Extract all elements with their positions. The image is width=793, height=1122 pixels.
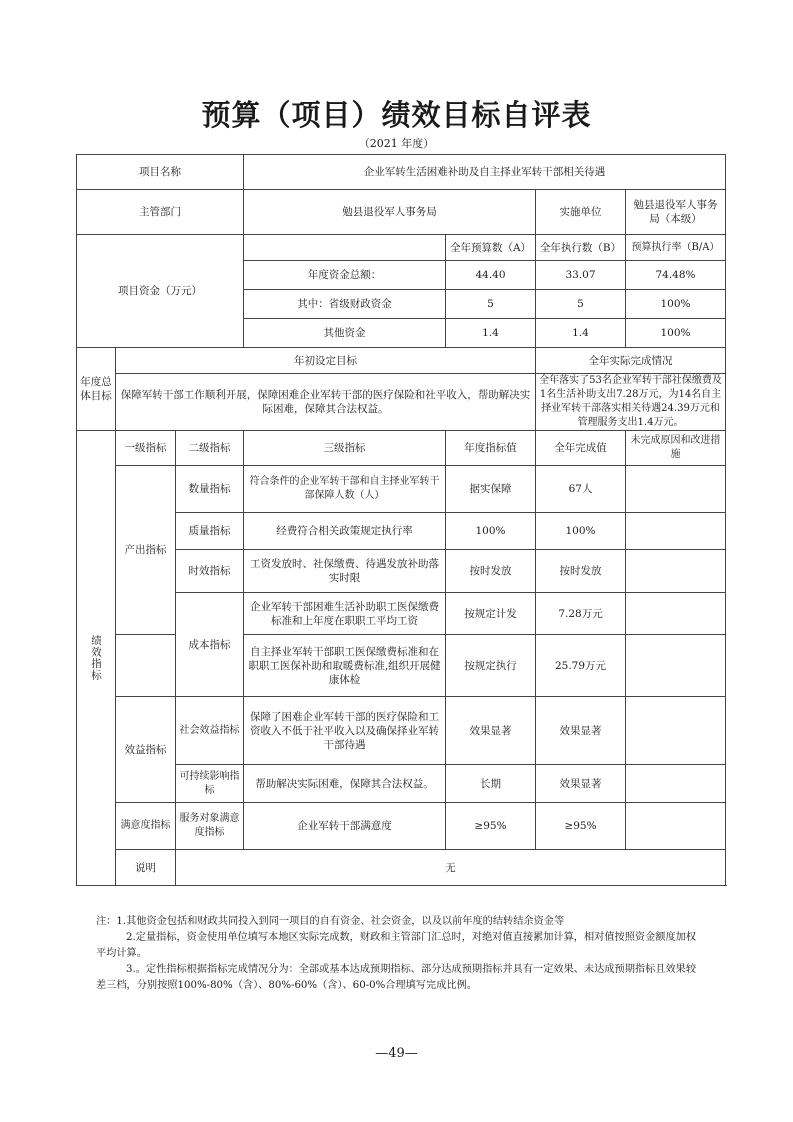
project-name-value: 企业军转生活困难补助及自主择业军转干部相关待遇: [244, 155, 726, 190]
quantity-desc: 符合条件的企业军转干部和自主择业军转干部保障人数（人）: [244, 466, 446, 513]
self-evaluation-table: [76, 154, 726, 886]
social-label: 社会效益指标: [176, 697, 244, 765]
social-target: 效果显著: [446, 697, 536, 765]
quantity-actual: 67人: [536, 466, 626, 513]
sustain-reason: [626, 765, 726, 803]
satisfy-desc: 企业军转干部满意度: [244, 803, 446, 850]
cost1-reason: [626, 593, 726, 635]
header-actual: 全年完成值: [536, 431, 626, 466]
annual-goal-label: 年度总体目标: [77, 348, 116, 431]
funds-row-rate: 74.48%: [626, 261, 726, 290]
goal-set-text: 保障军转干部工作顺利开展，保障困难企业军转干部的医疗保险和社平收入，帮助解决实际困难，保障其合法权益。: [116, 374, 536, 431]
sustain-actual: 效果显著: [536, 765, 626, 803]
satisfy-actual: ≥95%: [536, 803, 626, 850]
goal-actual-text: 全年落实了53名企业军转干部社保缴费及1名生活补助支出7.28万元，为14名自主择业军转干部落实相关待遇24.39万元和管理服务支出1.4万元。: [536, 374, 726, 431]
dept-label: 主管部门: [77, 190, 244, 235]
funds-row-a: 1.4: [446, 319, 536, 348]
timeliness-target: 按时发放: [446, 550, 536, 593]
sustain-target: 长期: [446, 765, 536, 803]
quality-actual: 100%: [536, 513, 626, 550]
header-level3: 三级指标: [244, 431, 446, 466]
cost2-desc: 自主择业军转干部职工医保缴费标准和在职职工医保补助和取暖费标准,组织开展健康体检: [244, 635, 446, 697]
satisfaction-indicator-label: 满意度指标: [116, 803, 176, 850]
social-actual: 效果显著: [536, 697, 626, 765]
timeliness-desc: 工资发放时、社保缴费、待遇发放补助落实时限: [244, 550, 446, 593]
cost1-actual: 7.28万元: [536, 593, 626, 635]
quantity-target: 据实保障: [446, 466, 536, 513]
footnote: 注：1.其他资金包括和财政共同投入到同一项目的自有资金、社会资金，以及以前年度的结转结余资金等: [96, 916, 565, 927]
perf-indicators-label: 绩效指标: [77, 431, 116, 886]
quality-target: 100%: [446, 513, 536, 550]
satisfy-target: ≥95%: [446, 803, 536, 850]
header-level2: 二级指标: [176, 431, 244, 466]
dept-value: 勉县退役军人事务局: [244, 190, 536, 235]
funds-row-rate: 100%: [626, 319, 726, 348]
cost2-actual: 25.79万元: [536, 635, 626, 697]
output-indicator-label: 产出指标: [116, 466, 176, 635]
satisfy-label: 服务对象满意度指标: [176, 803, 244, 850]
sustain-desc: 帮助解决实际困难，保障其合法权益。: [244, 765, 446, 803]
social-reason: [626, 697, 726, 765]
impl-value: 勉县退役军人事务局（本级）: [626, 190, 726, 235]
funds-row-a: 44.40: [446, 261, 536, 290]
sustain-label: 可持续影响指标: [176, 765, 244, 803]
footnote: 3.。定性指标根据指标完成情况分为：全部或基本达成预期指标、部分达成预期指标并具有一定效果、未达成预期指标且效果较差三档，分别按照100%-80%（含）、80%-60%（含）、60-0%合理填写完成比例。: [96, 964, 697, 991]
remark-value: 无: [176, 850, 726, 886]
cost-label: 成本指标: [176, 593, 244, 697]
year-subtitle: （2021 年度）: [358, 137, 435, 150]
quality-desc: 经费符合相关政策规定执行率: [244, 513, 446, 550]
funds-col-a: 全年预算数（A）: [446, 235, 536, 261]
timeliness-label: 时效指标: [176, 550, 244, 593]
quality-reason: [626, 513, 726, 550]
cost2-target: 按规定执行: [446, 635, 536, 697]
quantity-reason: [626, 466, 726, 513]
social-desc: 保障了困难企业军转干部的医疗保险和工资收入不低于社平收入以及确保择业军转干部待遇: [244, 697, 446, 765]
project-name-label: 项目名称: [77, 155, 244, 190]
funds-row-label: 年度资金总额：: [244, 261, 446, 290]
funds-header-blank: [244, 235, 446, 261]
benefit-indicator-label: 效益指标: [116, 697, 176, 803]
header-reason: 未完成原因和改进措施: [626, 431, 726, 466]
impl-label: 实施单位: [536, 190, 626, 235]
page-number: —49—: [375, 1046, 418, 1061]
funds-row-label: 其中：省级财政资金: [244, 290, 446, 319]
remark-label: 说明: [116, 850, 176, 886]
cost1-target: 按规定计发: [446, 593, 536, 635]
funds-row-label: 其他资金: [244, 319, 446, 348]
funds-col-rate: 预算执行率（B/A）: [626, 235, 726, 261]
timeliness-reason: [626, 550, 726, 593]
timeliness-actual: 按时发放: [536, 550, 626, 593]
funds-row-a: 5: [446, 290, 536, 319]
page-title: 预算（项目）绩效目标自评表: [201, 98, 592, 132]
funds-col-b: 全年执行数（B）: [536, 235, 626, 261]
header-level1: 一级指标: [116, 431, 176, 466]
output-indicator-blank: [116, 635, 176, 697]
cost2-reason: [626, 635, 726, 697]
footnotes: [96, 914, 706, 994]
quality-label: 质量指标: [176, 513, 244, 550]
goal-actual-header: 全年实际完成情况: [536, 348, 726, 374]
goal-set-header: 年初设定目标: [116, 348, 536, 374]
satisfy-reason: [626, 803, 726, 850]
header-target: 年度指标值: [446, 431, 536, 466]
funds-row-b: 1.4: [536, 319, 626, 348]
funds-row-rate: 100%: [626, 290, 726, 319]
funds-row-b: 5: [536, 290, 626, 319]
quantity-label: 数量指标: [176, 466, 244, 513]
funds-row-b: 33.07: [536, 261, 626, 290]
footnote: 2.定量指标，资金使用单位填写本地区实际完成数，财政和主管部门汇总时，对绝对值直接累加计算，相对值按照资金额度加权平均计算。: [96, 932, 697, 959]
funds-label: 项目资金（万元）: [77, 235, 244, 348]
cost1-desc: 企业军转干部困难生活补助职工医保缴费标准和上年度在职职工平均工资: [244, 593, 446, 635]
